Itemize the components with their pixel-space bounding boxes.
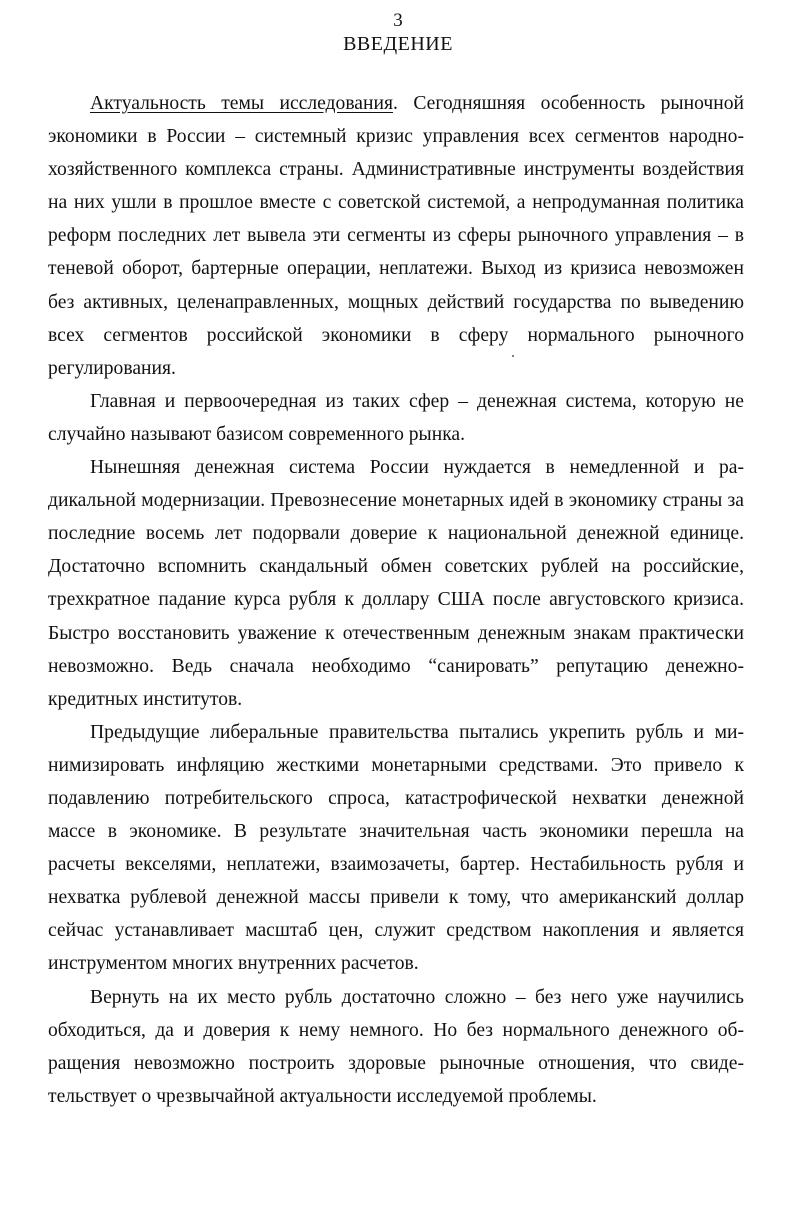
paragraph-text: . Сегодняшняя особенность рыночной экономики в России – системный кризис управления всех сегментов народнохозяйственного комплекса страны. Административные инструменты воздействия на них ушли в прошлое вместе с советской системой, а непродуманная политика реформ последних лет вывела эти сегменты из сферы рыночного управления – в теневой оборот, бартерные операции, неплатежи. Выход из кризиса невозможен без активных, целенаправленных, мощных действий государства по выведению всех сегментов российской экономики в сферу нормального рыночного регулирования. (48, 93, 744, 379)
page-number: 3 (393, 10, 403, 31)
paragraph-relevance (48, 87, 744, 385)
paragraph: Нынешняя денежная система России нуждается в немедленной и радикальной модернизации. Превознесение монетарных идей в экономику страны за последние восемь лет подорвали доверие к национальной денежной единице. Достаточно вспомнить скандальный обмен советских рублей на российские, трехкратное падание курса рубля к доллару США после августовского кризиса. Быстро восстановить уважение к отечественным денежным знакам практически невозможно. Ведь сначала необходимо “санировать” репутацию денежно-кредитных институтов. (48, 457, 744, 710)
scan-artifact (512, 355, 514, 357)
body-text (48, 87, 744, 1113)
paragraph: Предыдущие либеральные правительства пытались укрепить рубль и минимизировать инфляцию жесткими монетарными средствами. Это привело к подавлению потребительского спроса, катастрофической нехватки денежной массе в экономике. В результате значительная часть экономики перешла на расчеты векселями, неплатежи, взаимозачеты, бартер. Нестабильность рубля и нехватка рублевой денежной массы привели к тому, что американский доллар сейчас устанавливает масштаб цен, служит средством накопления и является инструментом многих внутренних расчетов. (48, 721, 744, 975)
page-title: ВВЕДЕНИЕ (343, 33, 453, 55)
paragraph: Главная и первоочередная из таких сфер – денежная система, которую не случайно называют базисом современного рынка. (48, 390, 744, 445)
paragraph: Вернуть на их место рубль достаточно сложно – без него уже научились обходиться, да и доверия к нему немного. Но без нормального денежного обращения невозможно построить здоровые рыночные отношения, что свидетельствует о чрезвычайной актуальности исследуемой проблемы. (48, 986, 744, 1107)
section-lead-underlined: Актуальность темы исследования (90, 93, 393, 114)
